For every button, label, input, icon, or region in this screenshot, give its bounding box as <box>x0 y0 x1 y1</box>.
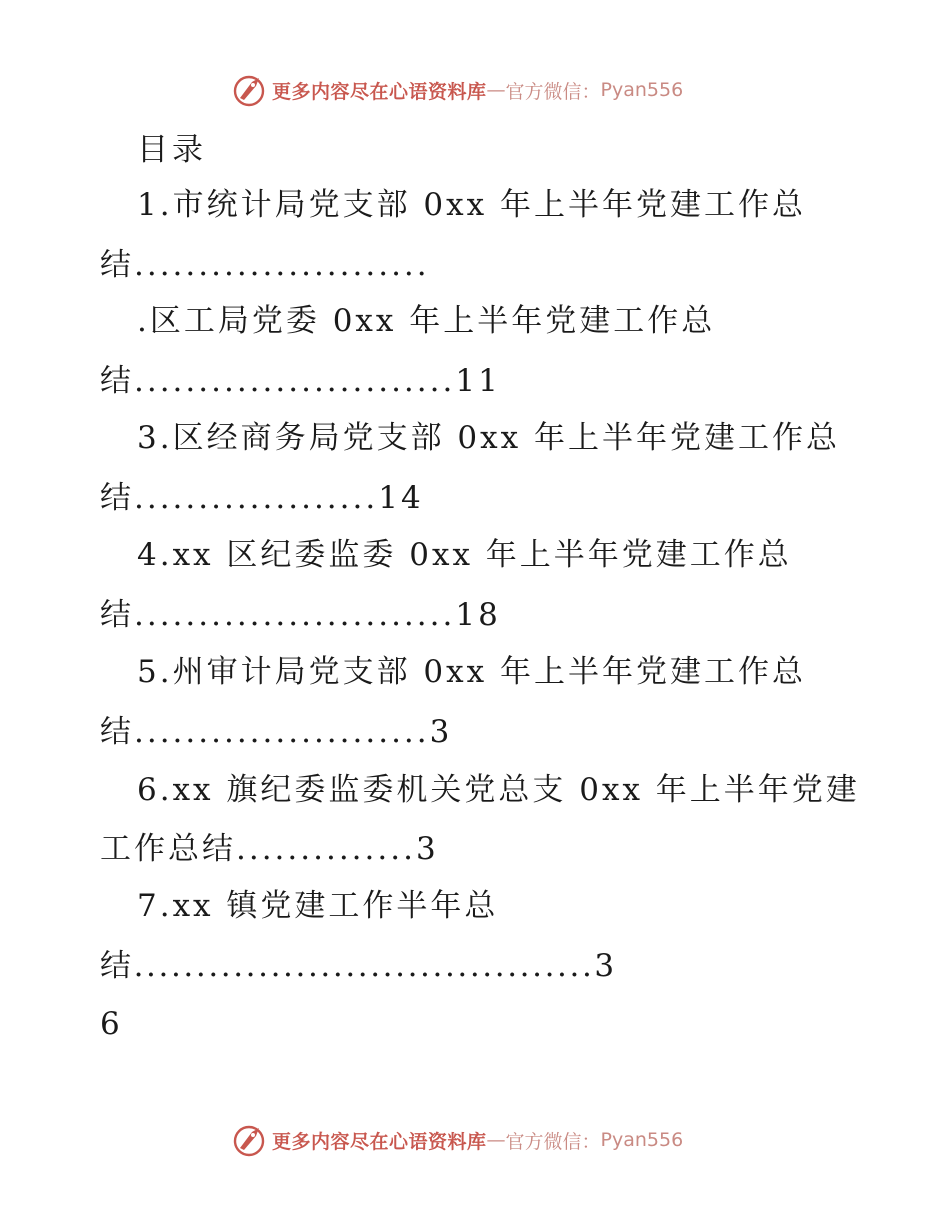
toc-entry-title: 1.市统计局党支部 0xx 年上半年党建工作总 <box>137 187 806 223</box>
toc-entry-5-title[interactable] <box>0 652 950 692</box>
toc-heading: 目录 <box>137 132 207 168</box>
toc-entry-title: 5.州审计局党支部 0xx 年上半年党建工作总 <box>137 654 806 690</box>
toc-entry-2-title[interactable] <box>0 301 950 341</box>
toc-entry-5-continuation[interactable] <box>0 712 950 752</box>
toc-entry-page: 3 <box>429 714 453 750</box>
toc-entry-2-continuation[interactable] <box>0 361 950 401</box>
toc-entry-title: 3.区经商务局党支部 0xx 年上半年党建工作总 <box>137 420 840 456</box>
toc-entry-6-continuation[interactable] <box>0 829 950 869</box>
toc-entry-title: .区工局党委 0xx 年上半年党建工作总 <box>137 303 716 339</box>
toc-entry-leader: 结....................... <box>100 714 430 750</box>
toc-entry-page: 11 <box>455 363 501 399</box>
banner-wechat-id: Pyan556 <box>600 79 684 101</box>
toc-entry-title: 6.xx 旗纪委监委机关党总支 0xx 年上半年党建 <box>137 772 860 808</box>
banner-sub-text: 官方微信： <box>505 1130 601 1153</box>
toc-entry-page: 14 <box>378 480 424 516</box>
toc-entry-1-title[interactable] <box>0 185 950 225</box>
toc-entry-3-title[interactable] <box>0 418 950 458</box>
toc-entry-leader: 结..................................... <box>100 948 595 984</box>
toc-entry-title: 4.xx 区纪委监委 0xx 年上半年党建工作总 <box>137 537 792 573</box>
toc-entry-3-continuation[interactable] <box>0 478 950 518</box>
toc-entry-leader: 结................... <box>100 480 379 516</box>
toc-entry-page: 18 <box>455 597 501 633</box>
toc-entry-leader: 结......................... <box>100 363 456 399</box>
toc-entry-7-continuation[interactable] <box>0 946 950 986</box>
toc-entry-6-title[interactable] <box>0 770 950 810</box>
pen-nib-logo-icon <box>232 1122 268 1158</box>
pen-nib-logo-icon <box>232 72 268 108</box>
banner-main-text: 更多内容尽在心语资料库 <box>272 1130 487 1153</box>
toc-entry-1-continuation[interactable] <box>0 245 950 285</box>
banner-dash: — <box>486 79 506 101</box>
toc-entry-leader: 结......................... <box>100 597 456 633</box>
header-watermark-banner <box>232 70 732 110</box>
banner-main-text: 更多内容尽在心语资料库 <box>272 80 487 103</box>
toc-entry-page: 3 <box>594 948 617 984</box>
toc-entry-7-page-wrap[interactable] <box>0 1004 950 1044</box>
toc-entry-title: 7.xx 镇党建工作半年总 <box>137 888 499 924</box>
toc-entry-leader: 工作总结.............. <box>100 831 416 867</box>
banner-sub-text: 官方微信： <box>505 80 601 103</box>
toc-entry-4-title[interactable] <box>0 535 950 575</box>
footer-watermark-banner <box>232 1120 732 1160</box>
toc-entry-page-wrap: 6 <box>100 1006 123 1042</box>
toc-entry-page: 3 <box>415 831 439 867</box>
toc-entry-4-continuation[interactable] <box>0 595 950 635</box>
toc-entry-leader: 结....................... <box>100 247 430 283</box>
banner-wechat-id: Pyan556 <box>600 1129 684 1151</box>
toc-entry-7-title[interactable] <box>0 886 950 926</box>
banner-dash: — <box>486 1129 506 1151</box>
